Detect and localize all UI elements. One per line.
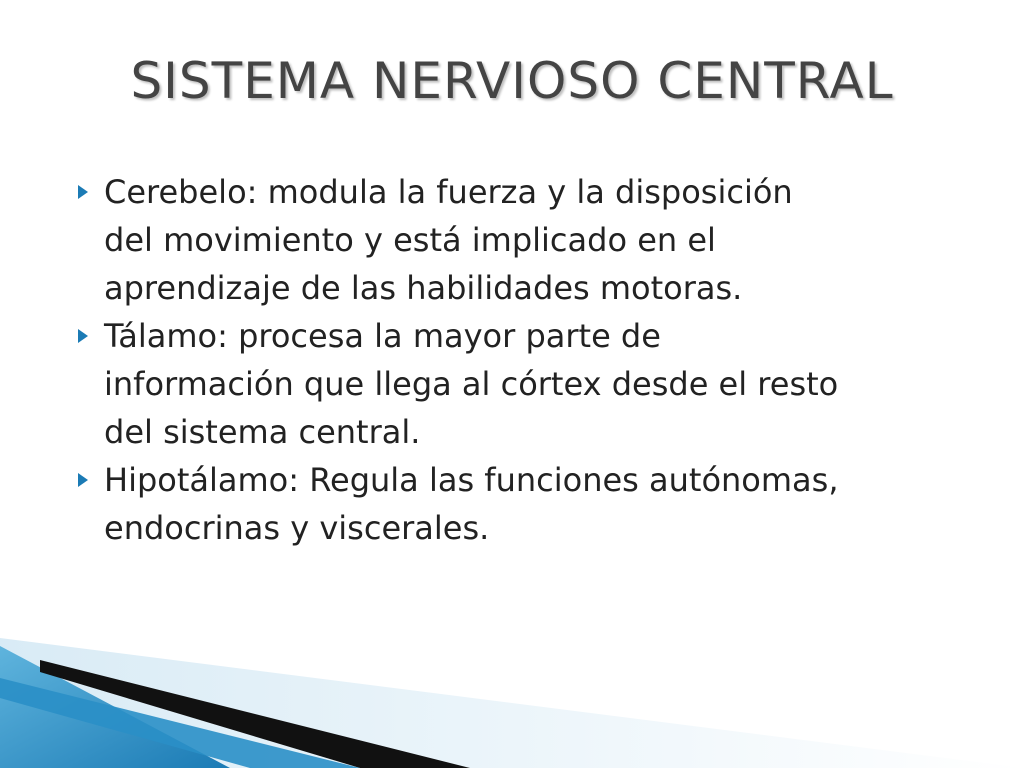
bullet-line: información que llega al córtex desde el resto (104, 365, 839, 403)
bullet-line: endocrinas y viscerales. (104, 509, 490, 547)
bullet-item-talamo (72, 312, 972, 456)
triangle-bullet-icon (78, 185, 88, 199)
triangle-bullet-icon (78, 473, 88, 487)
slide-title: SISTEMA NERVIOSO CENTRAL (130, 52, 894, 110)
bullet-item-hipotalamo (72, 456, 972, 552)
bullet-list (72, 168, 972, 552)
bullet-line: del movimiento y está implicado en el (104, 221, 716, 259)
bullet-line: Cerebelo: modula la fuerza y la disposición (104, 173, 793, 211)
bullet-item-cerebelo (72, 168, 972, 312)
bullet-line: Tálamo: procesa la mayor parte de (104, 317, 661, 355)
triangle-bullet-icon (78, 329, 88, 343)
bullet-line: Hipotálamo: Regula las funciones autónomas, (104, 461, 839, 499)
decorative-corner-stripes (0, 638, 1024, 768)
bullet-line: del sistema central. (104, 413, 421, 451)
bullet-line: aprendizaje de las habilidades motoras. (104, 269, 743, 307)
